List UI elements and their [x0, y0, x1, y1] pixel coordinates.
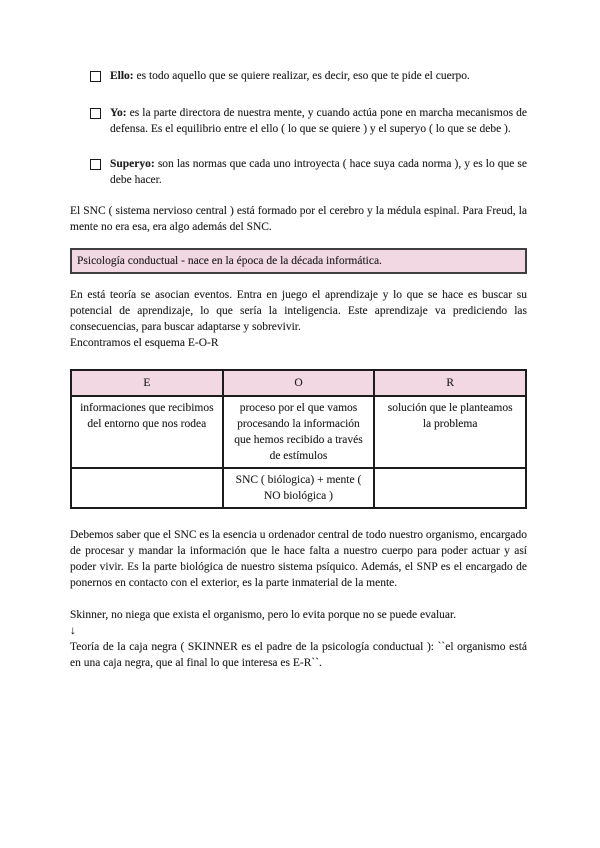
table-header-cell-r: R [374, 370, 526, 396]
section-banner: Psicología conductual - nace en la época de la década informática. [70, 248, 527, 274]
table-cell [71, 468, 223, 508]
item-term: Superyo: [110, 158, 155, 170]
table-row [71, 468, 526, 508]
checklist-item-yo [70, 105, 527, 137]
item-text: son las normas que cada uno introyecta ( hace suya cada norma ), y es lo que se debe hacer. [110, 158, 528, 186]
checklist [70, 68, 527, 188]
item-term: Ello: [110, 70, 134, 82]
paragraph-snc: El SNC ( sistema nervioso central ) está formado por el cerebro y la médula espinal. Para Freud, la mente no era esa, era algo además del SNC. [70, 205, 527, 233]
table-cell: informaciones que recibimos del entorno que nos rodea [71, 396, 223, 468]
checkbox-icon [90, 71, 101, 82]
document-content [70, 68, 527, 671]
item-term: Yo: [110, 107, 127, 119]
paragraph-esquema: Encontramos el esquema E-O-R [70, 337, 219, 349]
table-header-cell-e: E [71, 370, 223, 396]
paragraph-teoria: En está teoría se asocian eventos. Entra en juego el aprendizaje y lo que se hace es buscar su potencial de aprendizaje, lo que sería la inteligencia. Este aprendizaje va prediciendo las consecuencias, para buscar adaptarse y sobrevivir. [70, 289, 527, 333]
checkbox-icon [90, 159, 101, 170]
down-arrow-icon: ↓ [70, 625, 76, 637]
skinner-section [70, 607, 527, 671]
paragraph-skinner: Skinner, no niega que exista el organismo, pero lo evita porque no se puede evaluar. [70, 609, 457, 621]
eor-table [70, 369, 527, 509]
table-header-row [71, 370, 526, 396]
checklist-item-ello [70, 68, 527, 84]
checkbox-icon [90, 108, 101, 119]
item-text: es todo aquello que se quiere realizar, es decir, eso que te pide el cuerpo. [136, 70, 470, 82]
table-cell: SNC ( biólogica) + mente ( NO biológica ) [223, 468, 375, 508]
checklist-item-superyo [70, 156, 527, 188]
eor-table-head [71, 370, 526, 396]
table-header-cell-o: O [223, 370, 375, 396]
table-cell: solución que le planteamos la problema [374, 396, 526, 468]
paragraph-caja-negra: Teoría de la caja negra ( SKINNER es el padre de la psicología conductual ): ``el organismo está en una caja negra, que al final lo que interesa es E-R``. [70, 641, 527, 669]
paragraph-debemos: Debemos saber que el SNC es la esencia u ordenador central de todo nuestro organismo, encargado de procesar y mandar la información que le hace falta a nuestro cuerpo para poder actuar y así poder vivir. Es la parte biológica de nuestro sistema psíquico. Además, el SNP es el encargado de ponernos en contacto con el exterior, es la parte inmaterial de la mente. [70, 529, 527, 589]
item-text: es la parte directora de nuestra mente, y cuando actúa pone en marcha mecanismos de defensa. Es el equilibrio entre el ello ( lo que se quiere ) y el superyo ( lo que se debe ). [110, 107, 527, 135]
table-cell: proceso por el que vamos procesando la información que hemos recibido a través de estímulos [223, 396, 375, 468]
eor-table-body [71, 396, 526, 508]
table-cell [374, 468, 526, 508]
table-row [71, 396, 526, 468]
